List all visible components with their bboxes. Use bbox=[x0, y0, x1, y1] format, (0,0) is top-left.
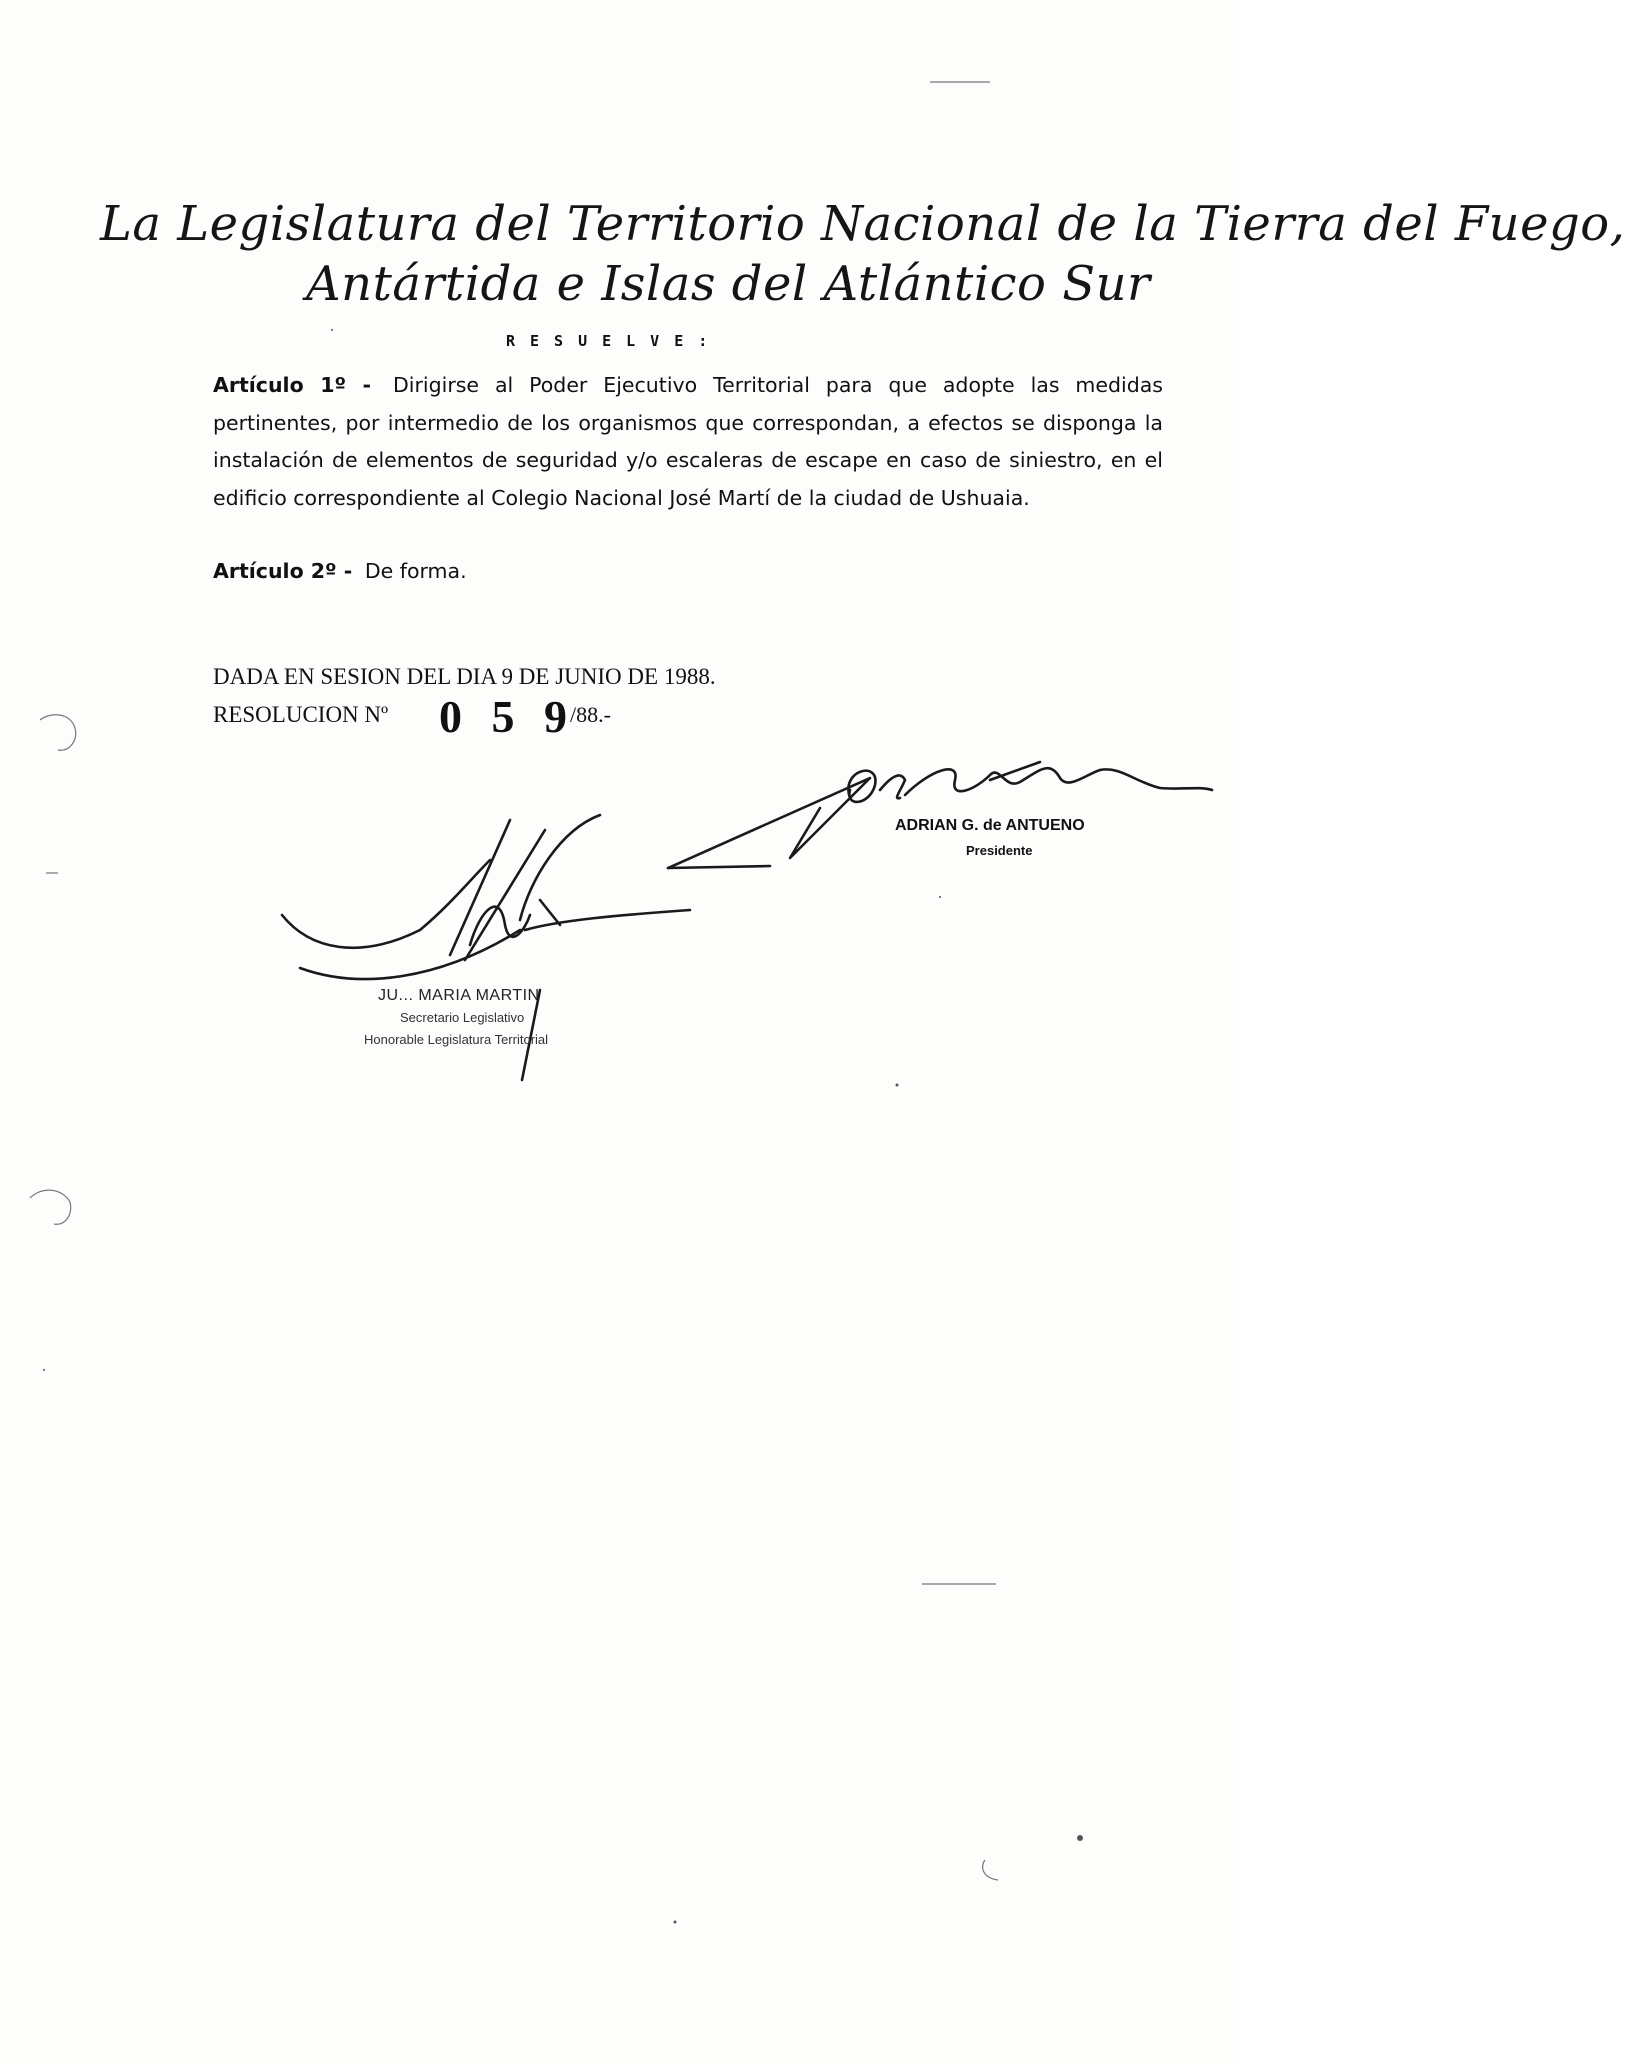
scan-marks bbox=[30, 82, 998, 1880]
article-2 bbox=[213, 553, 1163, 591]
resuelve-heading: RESUELVE: bbox=[506, 332, 723, 350]
article-1-label: Artículo 1º - bbox=[213, 373, 372, 397]
article-2-text: De forma. bbox=[364, 559, 467, 583]
president-title: Presidente bbox=[966, 843, 1033, 858]
secretary-name: JU... MARIA MARTIN bbox=[378, 987, 540, 1004]
resolution-suffix: /88.- bbox=[570, 702, 611, 727]
session-date-line: DADA EN SESION DEL DIA 9 DE JUNIO DE 1988. bbox=[213, 664, 716, 689]
resolution-number: 0 5 9 bbox=[439, 691, 576, 742]
article-1-text: Dirigirse al Poder Ejecutivo Territorial para que adopte las medidas pertinentes, por intermedio de los organismos que correspondan, a efectos se disponga la instalación de elementos de seguridad y/o escaleras de escape en caso de siniestro, en el edificio correspondiente al Colegio Nacional José Martí de la ciudad de Ushuaia. bbox=[213, 373, 1163, 510]
letterhead-line-2: Antártida e Islas del Atlántico Sur bbox=[306, 256, 1151, 312]
article-1 bbox=[213, 367, 1163, 517]
resolution-label: RESOLUCION Nº bbox=[213, 702, 389, 727]
letterhead-line-1: La Legislatura del Territorio Nacional de la Tierra del Fuego, bbox=[100, 196, 1625, 252]
secretary-title: Secretario Legislativo bbox=[400, 1010, 525, 1025]
president-signature bbox=[668, 762, 1212, 868]
president-name: ADRIAN G. de ANTUENO bbox=[895, 817, 1085, 834]
article-2-label: Artículo 2º - bbox=[213, 559, 353, 583]
secretary-organization: Honorable Legislatura Territorial bbox=[364, 1032, 549, 1047]
